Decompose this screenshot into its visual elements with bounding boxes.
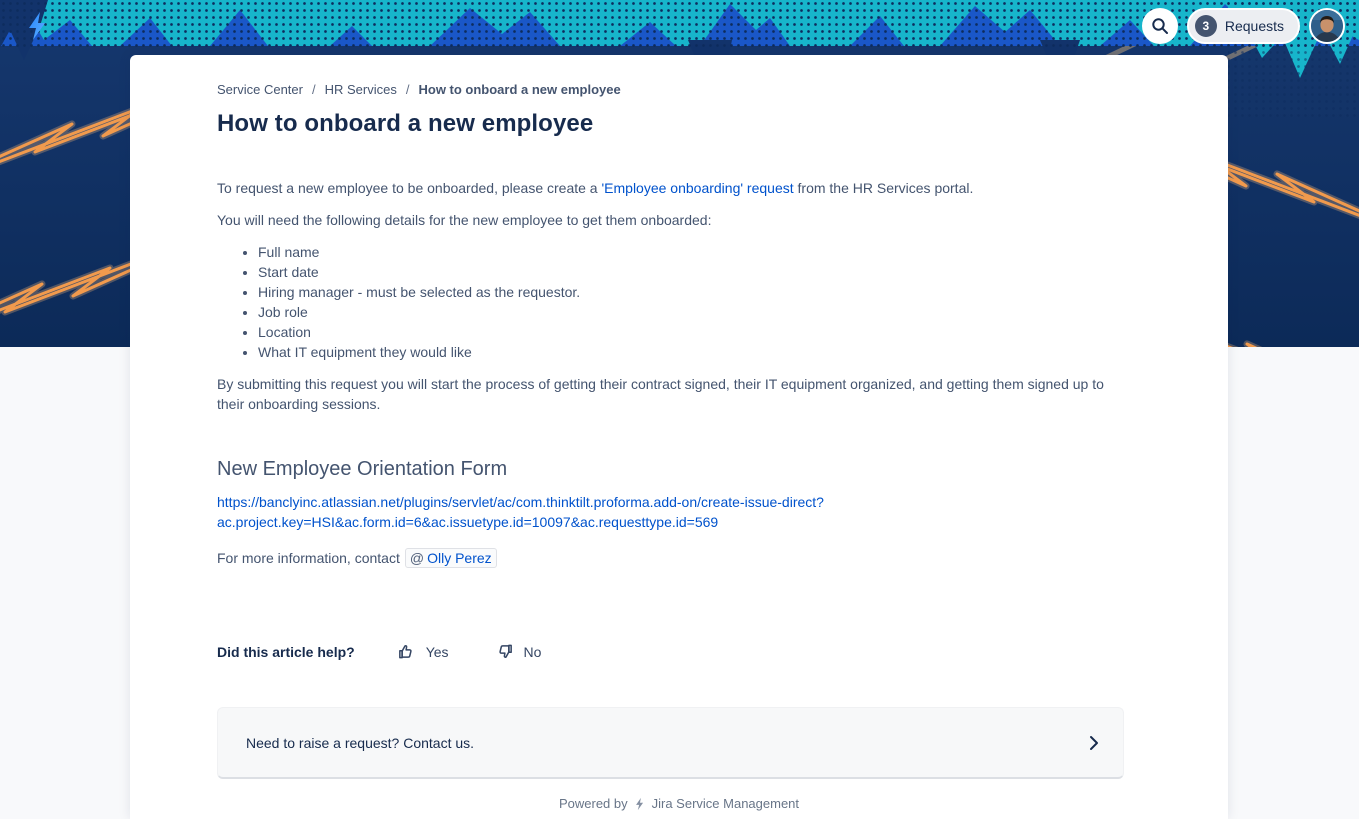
- breadcrumb-hr-services[interactable]: HR Services: [324, 82, 397, 97]
- list-item: • Start date: [258, 262, 1124, 282]
- employee-onboarding-request-link[interactable]: 'Employee onboarding' request: [601, 180, 794, 196]
- site-logo[interactable]: [22, 10, 54, 42]
- chevron-right-icon: [1087, 735, 1101, 751]
- search-button[interactable]: [1142, 8, 1178, 44]
- list-item: • Location: [258, 322, 1124, 342]
- section-heading: New Employee Orientation Form: [217, 458, 508, 480]
- raise-request-text: Need to raise a request? Contact us.: [246, 734, 475, 751]
- list-item: • Full name: [258, 242, 1124, 262]
- footer-product-link[interactable]: Jira Service Management: [651, 796, 800, 811]
- at-symbol: @: [409, 550, 425, 566]
- feedback-no-button[interactable]: [495, 642, 542, 661]
- list-item: • Job role: [258, 302, 1124, 322]
- intro-text: To request a new employee to be onboarded, please create a: [217, 180, 602, 196]
- jsm-bolt-icon: [633, 797, 647, 811]
- list-item: • Hiring manager - must be selected as the requestor.: [258, 282, 1124, 302]
- powered-by-text: Powered by: [558, 796, 628, 811]
- lightning-bolt-icon: [22, 10, 54, 42]
- intro-text: from the HR Services portal.: [793, 180, 974, 196]
- mention-name: Olly Perez: [427, 550, 492, 566]
- header-controls: [1142, 8, 1345, 44]
- feedback-row: [217, 642, 1124, 661]
- breadcrumb: [217, 82, 1124, 97]
- orientation-form-link[interactable]: [217, 492, 857, 532]
- no-label: No: [523, 643, 542, 660]
- breadcrumb-service-center[interactable]: Service Center: [217, 82, 303, 97]
- breadcrumb-separator: /: [311, 82, 316, 97]
- user-mention-chip[interactable]: [405, 548, 497, 568]
- feedback-yes-button[interactable]: [397, 642, 449, 661]
- avatar-button[interactable]: [1309, 8, 1345, 44]
- form-link-line: https://banclyinc.atlassian.net/plugins/servlet/ac/com.thinktilt.proforma.add-on/create-issue-direct?: [217, 494, 824, 510]
- contact-prefix: For more information, contact: [217, 550, 400, 566]
- yes-label: Yes: [425, 643, 449, 660]
- breadcrumb-separator: /: [405, 82, 410, 97]
- details-intro: You will need the following details for the new employee to get them onboarded:: [217, 212, 712, 228]
- article-body: [217, 178, 1124, 568]
- list-item: • What IT equipment they would like: [258, 342, 1124, 362]
- thumbs-up-icon: [397, 642, 416, 661]
- details-list: [217, 242, 1124, 362]
- article-card: [130, 55, 1228, 819]
- submit-note: By submitting this request you will start the process of getting their contract signed, their IT equipment organized, and getting them signed up to their onboarding sessions.: [217, 376, 1104, 412]
- raise-request-banner[interactable]: [217, 707, 1124, 779]
- feedback-question: Did this article help?: [217, 643, 355, 660]
- thumbs-down-icon: [495, 642, 514, 661]
- requests-count-badge: 3: [1195, 15, 1217, 37]
- contact-line: [217, 548, 1124, 568]
- form-link-line: ac.project.key=HSI&ac.form.id=6&ac.issuetype.id=10097&ac.requesttype.id=569: [217, 514, 719, 530]
- avatar-image: [1311, 10, 1343, 42]
- footer: [130, 796, 1228, 811]
- page-title: How to onboard a new employee: [217, 110, 594, 137]
- requests-button[interactable]: [1187, 8, 1300, 44]
- requests-label: Requests: [1224, 18, 1284, 34]
- breadcrumb-current: How to onboard a new employee: [418, 82, 621, 97]
- search-icon: [1151, 17, 1169, 35]
- intro-paragraph: [217, 178, 1124, 198]
